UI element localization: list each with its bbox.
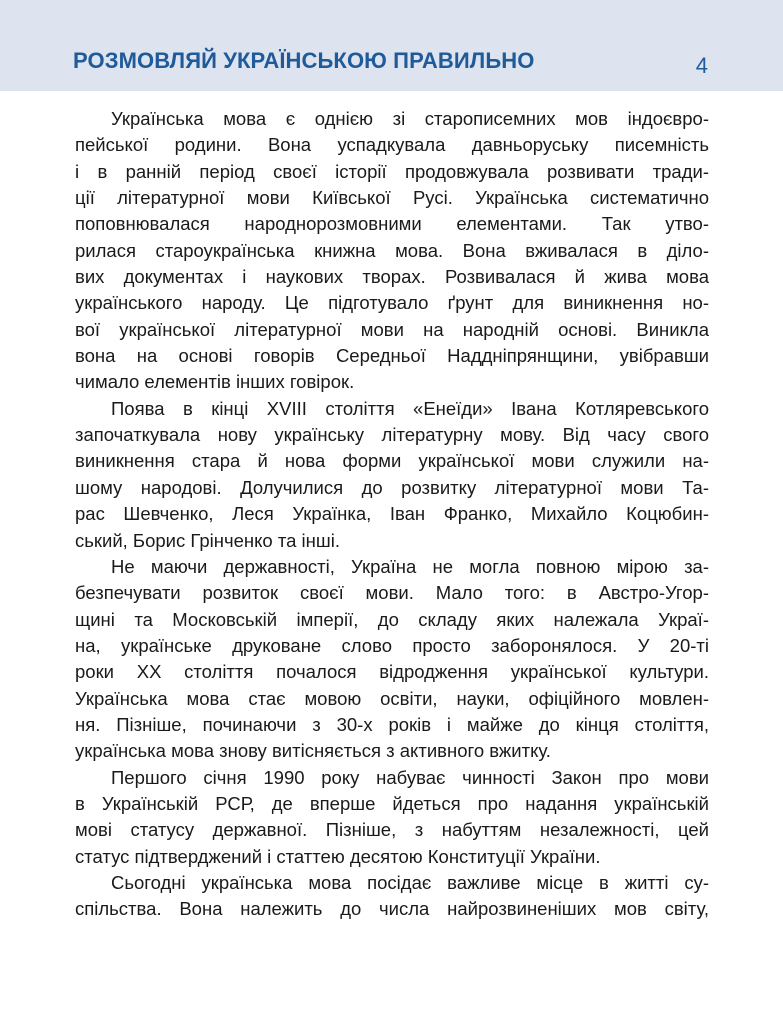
text-line: вона на основі говорів Середньої Наддніпрянщини, увібравши [75,345,709,367]
text-line: Поява в кінці XVIII століття «Енеїди» Івана Котляревського [111,397,709,419]
text-line: на, українське друковане слово просто заборонялося. У 20-ті [75,634,709,656]
body-text [75,106,709,923]
text-line: Українська мова є однією зі старописемних мов індоєвро- [111,108,709,129]
text-line: чимало елементів інших говірок. [75,371,355,393]
paragraph [75,554,709,765]
text-line: виникнення стара й нова форми української мови служили на- [75,450,709,472]
text-line: і в ранній період своєї історії продовжувала розвивати тради- [75,160,709,182]
paragraph [75,870,709,923]
text-line: рилася староукраїнська книжна мова. Вона вживалася в діло- [75,239,709,261]
running-title: РОЗМОВЛЯЙ УКРАЇНСЬКОЮ ПРАВИЛЬНО [73,48,535,73]
text-line: рас Шевченко, Леся Українка, Іван Франко, Михайло Коцюбин- [75,503,709,525]
text-line: ня. Пізніше, починаючи з 30-х років і майже до кінця століття, [75,713,709,735]
text-line: пейської родини. Вона успадкувала давньоруську писемність [75,134,709,156]
text-line: започаткувала нову українську літературну мову. Від часу свого [75,424,709,446]
paragraph [75,765,709,870]
text-line: Першого січня 1990 року набуває чинності Закон про мови [111,766,709,788]
text-line: роки XX століття почалося відродження української культури. [75,661,709,683]
text-line: поповнювалася народнорозмовними елементами. Так утво- [75,213,709,235]
text-line: ський, Борис Грінченко та інші. [75,529,340,551]
text-line: українського народу. Це підготувало ґрунт для виникнення но- [75,292,709,314]
text-line: щині та Московській імперії, до складу яких належала Украї- [75,608,709,630]
page-number: 4 [695,53,708,78]
text-line: Українська мова стає мовою освіти, науки, офіційного мовлен- [75,687,709,709]
text-line: ції літературної мови Київської Русі. Українська систематично [75,187,709,209]
text-line: вих документах і наукових творах. Розвивалася й жива мова [75,266,709,288]
header-band [0,0,783,91]
text-line: шому народові. Долучилися до розвитку літературної мови Та- [75,476,709,498]
text-line: Сьогодні українська мова посідає важливе місце в житті су- [111,871,709,893]
text-line: в Українській РСР, де вперше йдеться про надання українській [75,792,709,814]
text-line: українська мова знову витісняється з активного вжитку. [75,740,551,762]
paragraph [75,106,709,396]
text-line: Не маючи державності, Україна не могла повною мірою за- [111,555,709,577]
text-line: безпечувати розвиток своєї мови. Мало того: в Австро-Угор- [75,582,709,604]
paragraph [75,396,709,554]
text-line: статус підтверджений і статтею десятою Конституції України. [75,845,601,867]
text-line: спільства. Вона належить до числа найрозвиненіших мов світу, [75,898,709,920]
text-line: мові статусу державної. Пізніше, з набуттям незалежності, цей [75,819,709,841]
text-line: вої української літературної мови на народній основі. Виникла [75,318,709,340]
